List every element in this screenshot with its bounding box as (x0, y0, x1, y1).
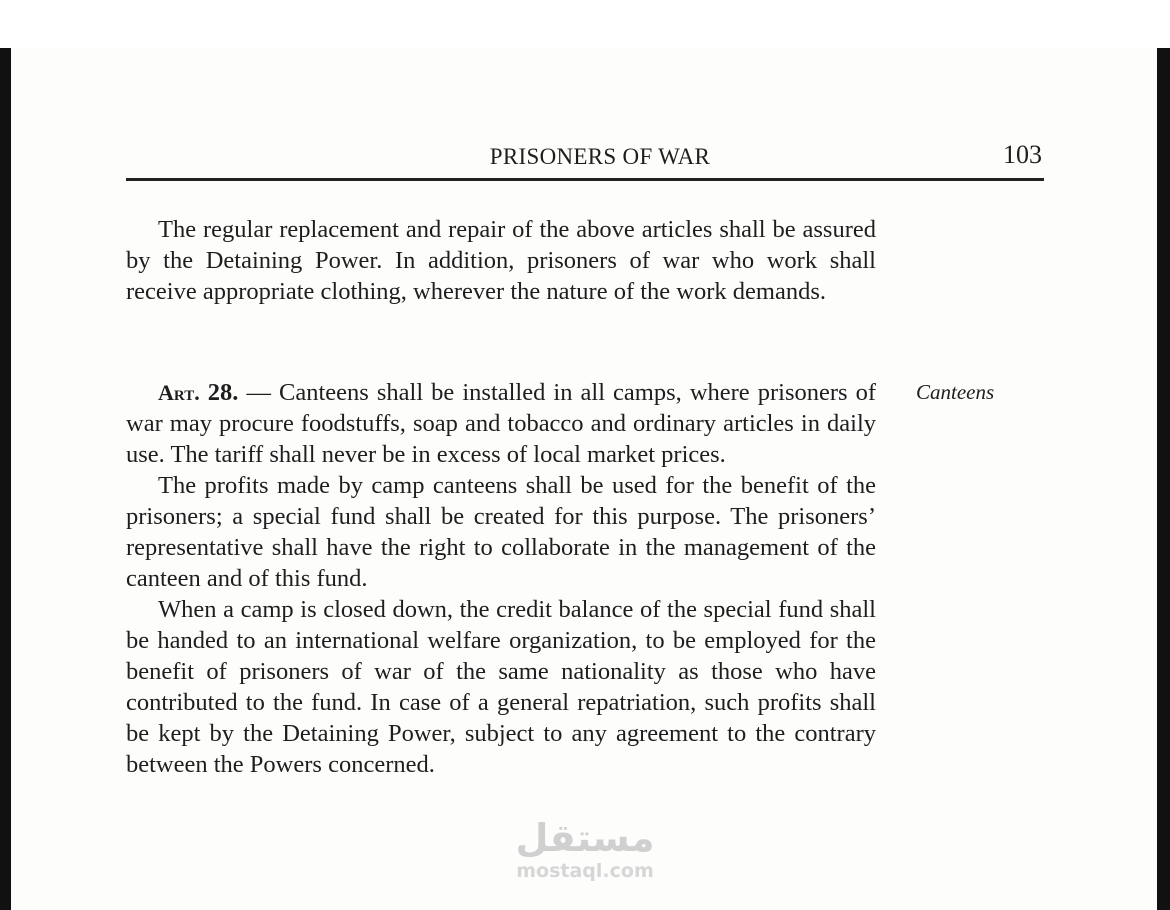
article-dash: — (238, 379, 279, 406)
watermark-url: mostaql.com (516, 860, 654, 882)
paragraph-replacement-repair: The regular replacement and repair of the above articles shall be assured by the Detaining Power. In addition, prisoners of war who work shall receive appropriate clothing, wherever the nature of the work demands. (126, 216, 876, 305)
running-title: PRISONERS OF WAR (489, 144, 711, 169)
right-frame-edge (1157, 48, 1170, 910)
article-number: 28. (207, 379, 239, 406)
article-first-text: Canteens shall be installed in all camps, where prisoners of war may procure foodstuffs, soap and tobacco and ordinary articles in daily use. The tariff shall never be in excess of local market prices. (126, 379, 877, 468)
article-28-paragraph-1 (126, 377, 876, 470)
continuation-text (126, 214, 876, 307)
page-number: 103 (1003, 140, 1042, 169)
left-frame-edge (0, 48, 11, 910)
running-header (126, 140, 1044, 181)
watermark-logo: مستقل (515, 816, 655, 860)
article-label: Art. (158, 380, 200, 405)
top-band (0, 0, 1170, 48)
article-28-paragraph-3: When a camp is closed down, the credit balance of the special fund shall be handed to an international welfare organization, to be employed for the benefit of prisoners of war of the same nationality as those who have contributed to the fund. In case of a general repatriation, such profits shall be kept by the Detaining Power, subject to any agreement to the contrary between the Powers concerned. (126, 596, 876, 778)
article-28 (126, 377, 876, 780)
margin-note-canteens: Canteens (916, 380, 995, 404)
article-28-paragraph-2: The profits made by camp canteens shall be used for the benefit of the prisoners; a special fund shall be created for this purpose. The prisoners’ representative shall have the right to collaborate in the management of the canteen and of this fund. (126, 472, 876, 592)
